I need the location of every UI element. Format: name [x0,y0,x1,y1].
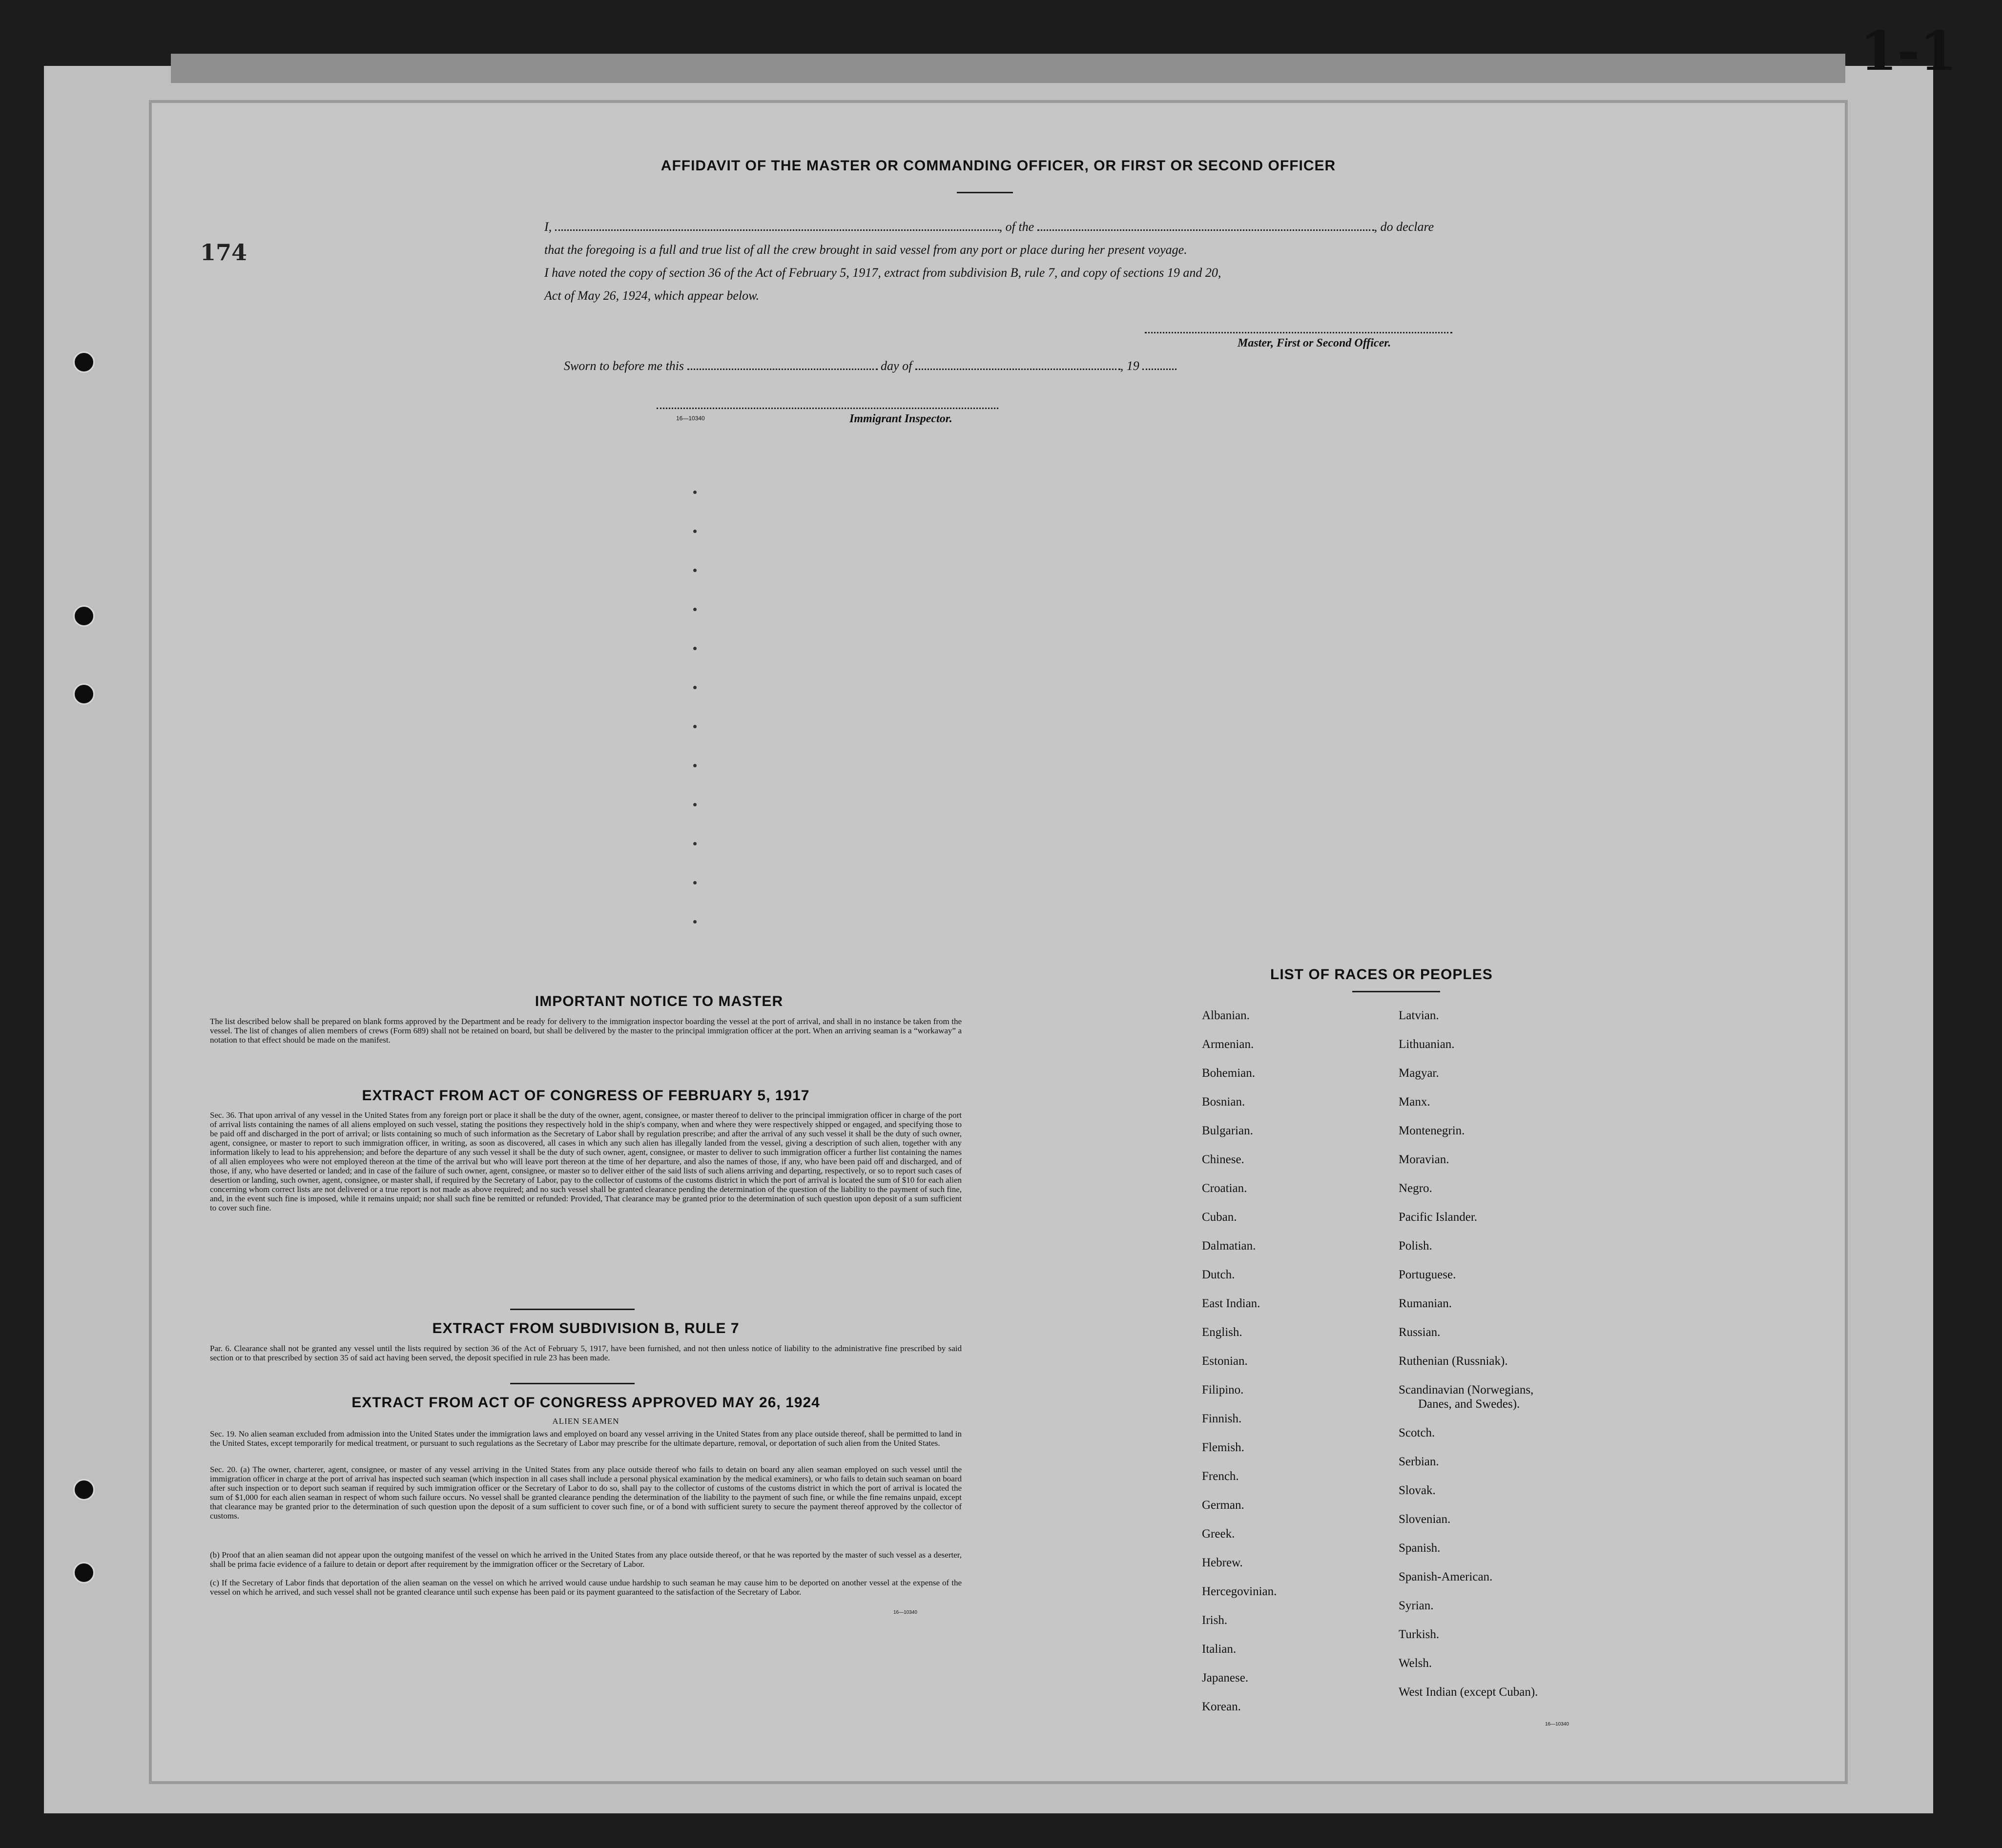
race-item: Korean. [1202,1700,1241,1713]
name-blank[interactable] [555,227,999,231]
race-item: Bulgarian. [1202,1124,1253,1137]
inspector-form-number: 16—10340 [676,415,705,422]
race-item: Welsh. [1399,1657,1432,1670]
race-item: Hebrew. [1202,1556,1243,1569]
races-title: LIST OF RACES OR PEOPLES [1270,966,1493,983]
affidavit-line-4: Act of May 26, 1924, which appear below. [544,288,760,303]
extract3-sec20c: (c) If the Secretary of Labor finds that deportation of the alien seaman on the vessel on which he arrived would cause undue hardship to such seaman he may cause him to be deported on another vessel at the expense of the vessel on which he arrived, and such vessel shall not be granted clearance until such expense has been paid or its payment guaranteed to the satisfaction of the Secretary of Labor. [210,1578,962,1597]
race-item: Finnish. [1202,1412,1242,1425]
affidavit-i: I, [544,220,552,234]
extract1-body: Sec. 36. That upon arrival of any vessel in the United States from any foreign port or place it shall be the duty of the owner, agent, consignee, or master thereof to deliver to the principal immigration officer in charge of the port of arrival lists containing the names of all aliens employed on such vessel, stating the positions they respectively hold in the ship's company, when and where they were respectively shipped or engaged, and specifying those to be paid off and discharged in the port of arrival; or lists containing so much of such information as the Secretary of Labor shall by regulation prescribe; and after the arrival of any such vessel it shall be the duty of such owner, agent, consignee, or master to report to such immigration officer, in writing, as soon as discovered, all cases in which any such alien has illegally landed from the vessel, giving a description of such alien, together with any information likely to lead to his apprehension; and before the departure of any such vessel it shall be the duty of such owner, agent, consignee, or master to deliver to such immigration officer a further list containing the names of all alien employees who were not employed thereon at the time of the arrival but who will leave port thereon at the time of her departure, and also the names of those, if any, who have been paid off and discharged, and of those, if any, who have deserted or landed; and in case of the failure of such owner, agent, consignee, or master so to deliver either of the said lists of such aliens arriving and departing, respectively, or so to report such cases of desertion or landing, such owner, agent, consignee, or master shall, if required by the Secretary of Labor, pay to the collector of customs of the customs district in which the port of arrival is located the sum of $10 for each alien concerning whom correct lists are not delivered or a true report is not made as above required; and no such vessel shall be granted clearance pending the determination of the question of the liability to the payment of such fine, and, in the event such fine is imposed, while it remains unpaid; nor shall such fine be remitted or refunded: Provided, That clearance may be granted prior to the determination of such question upon deposit of a sum sufficient to cover such fine. [210,1110,962,1212]
race-item: Magyar. [1399,1067,1439,1080]
year-blank[interactable] [1142,367,1176,370]
races-form-number: 16—10340 [1545,1722,1569,1727]
sworn-label: Sworn to before me this [564,359,684,373]
race-item: Dalmatian. [1202,1239,1256,1253]
race-item: Hercegovinian. [1202,1585,1277,1598]
sheet-edge [171,54,1845,83]
year-label: , 19 [1120,359,1139,373]
race-item: Slovak. [1399,1484,1436,1497]
day-of-label: day of [881,359,912,373]
extract2-title: EXTRACT FROM SUBDIVISION B, RULE 7 [432,1320,740,1336]
affidavit-line-1 [544,220,1434,234]
punch-hole [73,1562,95,1583]
master-caption: Master, First or Second Officer. [1238,337,1391,349]
race-item: Moravian. [1399,1153,1449,1166]
ghost-mark [693,569,697,572]
race-item: Slovenian. [1399,1513,1451,1526]
race-item: Italian. [1202,1643,1237,1656]
race-item: German. [1202,1499,1244,1512]
extract3-sec19: Sec. 19. No alien seaman excluded from admission into the United States under the immigration laws and employed on board any vessel arriving in the United States from any place outside thereof, shall be permitted to land in the United States, except temporarily for medical treatment, or pursuant to such regulations as the Secretary of Labor may prescribe for the ultimate departure, removal, or deportation of such alien from the United States. [210,1429,962,1448]
race-item: Negro. [1399,1182,1432,1195]
ghost-mark [693,491,697,494]
extract3-sec20b: (b) Proof that an alien seaman did not appear upon the outgoing manifest of the vessel on which he arrived in the United States from any place outside thereof, or that he was reported by the master of such vessel as a deserter, shall be prima facie evidence of a failure to detain or deport after requirement by the immigration officer or the Secretary of Labor. [210,1550,962,1569]
race-item: English. [1202,1326,1242,1339]
extract3-sec20a: Sec. 20. (a) The owner, charterer, agent, consignee, or master of any vessel arriving in the United States from any place outside thereof who fails to detain on board any alien seaman employed on such vessel until the immigration officer in charge at the port of arrival has inspected such seaman (which inspection in all cases shall include a personal physical examination by the medical examiners), or who fails to detain such seaman on board after such inspection or to deport such seaman if required by such immigration officer or the Secretary of Labor to do so, shall pay to the collector of customs of the customs district in which the port of arrival is located the sum of $1,000 for each alien seaman in respect of whom such failure occurs. No vessel shall be granted clearance pending the determination of the liability to the payment of such fine, or while the fine remains unpaid, except that clearance may be granted prior to the determination of such question upon the deposit of a sum sufficient to cover such fine, or of a bond with sufficient surety to secure the payment thereof approved by the collector of customs. [210,1465,962,1520]
inspector-caption: Immigrant Inspector. [849,412,952,425]
race-item: Manx. [1399,1095,1430,1109]
ghost-mark [693,881,697,884]
race-item: Scotch. [1399,1426,1435,1439]
margin-number: 174 [200,239,248,266]
ghost-mark [693,842,697,845]
ghost-mark [693,530,697,533]
race-item: Filipino. [1202,1383,1244,1396]
race-item: Dutch. [1202,1268,1235,1281]
form-page [149,100,1848,1784]
race-item: Albanian. [1202,1009,1250,1022]
affidavit-title: AFFIDAVIT OF THE MASTER OR COMMANDING OFFICER, OR FIRST OR SECOND OFFICER [660,158,1336,174]
punch-hole [73,1479,95,1500]
race-item: Turkish. [1399,1628,1440,1641]
race-item: Flemish. [1202,1441,1244,1454]
form-number: 16—10340 [893,1610,917,1615]
extract1-title: EXTRACT FROM ACT OF CONGRESS OF FEBRUARY 5, 1917 [362,1088,810,1104]
race-item: Armenian. [1202,1038,1254,1051]
race-item: Serbian. [1399,1455,1439,1468]
ghost-mark [693,803,697,806]
divider [1352,991,1440,992]
punch-hole [73,683,95,705]
race-item: West Indian (except Cuban). [1399,1685,1538,1699]
race-item: Greek. [1202,1527,1235,1540]
race-item: Portuguese. [1399,1268,1456,1281]
race-item: Danes, and Swedes). [1418,1397,1520,1411]
divider [510,1383,635,1384]
affidavit-line-2: that the foregoing is a full and true list of all the crew brought in said vessel from any port or place during her present voyage. [544,243,1187,257]
race-item: Japanese. [1202,1671,1249,1684]
affidavit-line-3: I have noted the copy of section 36 of the Act of February 5, 1917, extract from subdivision B, rule 7, and copy of sections 19 and 20, [544,266,1221,280]
race-item: Lithuanian. [1399,1038,1455,1051]
notice-body: The list described below shall be prepared on blank forms approved by the Department and be ready for delivery to the immigration inspector boarding the vessel at the port of arrival, and shall in no instance be taken from the vessel. The list of changes of alien members of crews (Form 689) shall not be retained on board, but shall be delivered by the master to the principal immigration officer at the port. When an arriving seaman is a “workaway” a notation to that effect should be made on the manifest. [210,1017,962,1045]
race-item: Scandinavian (Norwegians, [1399,1383,1534,1396]
race-item: Latvian. [1399,1009,1439,1022]
race-item: Pacific Islander. [1399,1211,1478,1224]
race-item: Montenegrin. [1399,1124,1465,1137]
extract3-subtitle: ALIEN SEAMEN [552,1417,619,1426]
affidavit-of-the: , of the [999,220,1034,234]
race-item: Bohemian. [1202,1067,1256,1080]
race-item: Spanish-American. [1399,1570,1493,1583]
race-item: Polish. [1399,1239,1432,1253]
master-signature-line[interactable] [1145,332,1452,333]
divider [957,192,1013,193]
race-item: Ruthenian (Russniak). [1399,1355,1508,1368]
ghost-mark [693,647,697,650]
notice-title: IMPORTANT NOTICE TO MASTER [535,993,784,1009]
race-item: Estonian. [1202,1355,1248,1368]
race-item: Cuban. [1202,1211,1237,1224]
ghost-mark [693,725,697,728]
inspector-signature-line[interactable] [657,408,998,409]
race-item: Russian. [1399,1326,1441,1339]
vessel-blank[interactable] [1037,227,1374,231]
ghost-mark [693,920,697,924]
race-item: Syrian. [1399,1599,1434,1612]
race-item: French. [1202,1470,1239,1483]
ghost-mark [693,764,697,767]
sworn-line [564,359,1176,373]
ghost-mark [693,608,697,611]
race-item: Spanish. [1399,1541,1441,1555]
ghost-mark [693,686,697,689]
race-item: Croatian. [1202,1182,1247,1195]
extract2-body: Par. 6. Clearance shall not be granted any vessel until the lists required by section 36 of the Act of February 5, 1917, have been furnished, and not then unless notice of liability to the administrative fine prescribed by said section or to that prescribed by section 35 of said act having been served, the deposit specified in rule 23 has been made. [210,1344,962,1362]
extract3-title: EXTRACT FROM ACT OF CONGRESS APPROVED MAY 26, 1924 [351,1395,820,1411]
sworn-date-blank[interactable] [687,367,878,370]
affidavit-declare: , do declare [1374,220,1434,234]
punch-hole [73,351,95,373]
corner-mark: 1-1 [1860,20,1957,82]
race-item: East Indian. [1202,1297,1260,1310]
month-blank[interactable] [915,367,1120,370]
punch-hole [73,605,95,627]
divider [510,1309,635,1310]
race-item: Bosnian. [1202,1095,1245,1109]
race-item: Rumanian. [1399,1297,1452,1310]
race-item: Irish. [1202,1614,1228,1627]
race-item: Chinese. [1202,1153,1244,1166]
